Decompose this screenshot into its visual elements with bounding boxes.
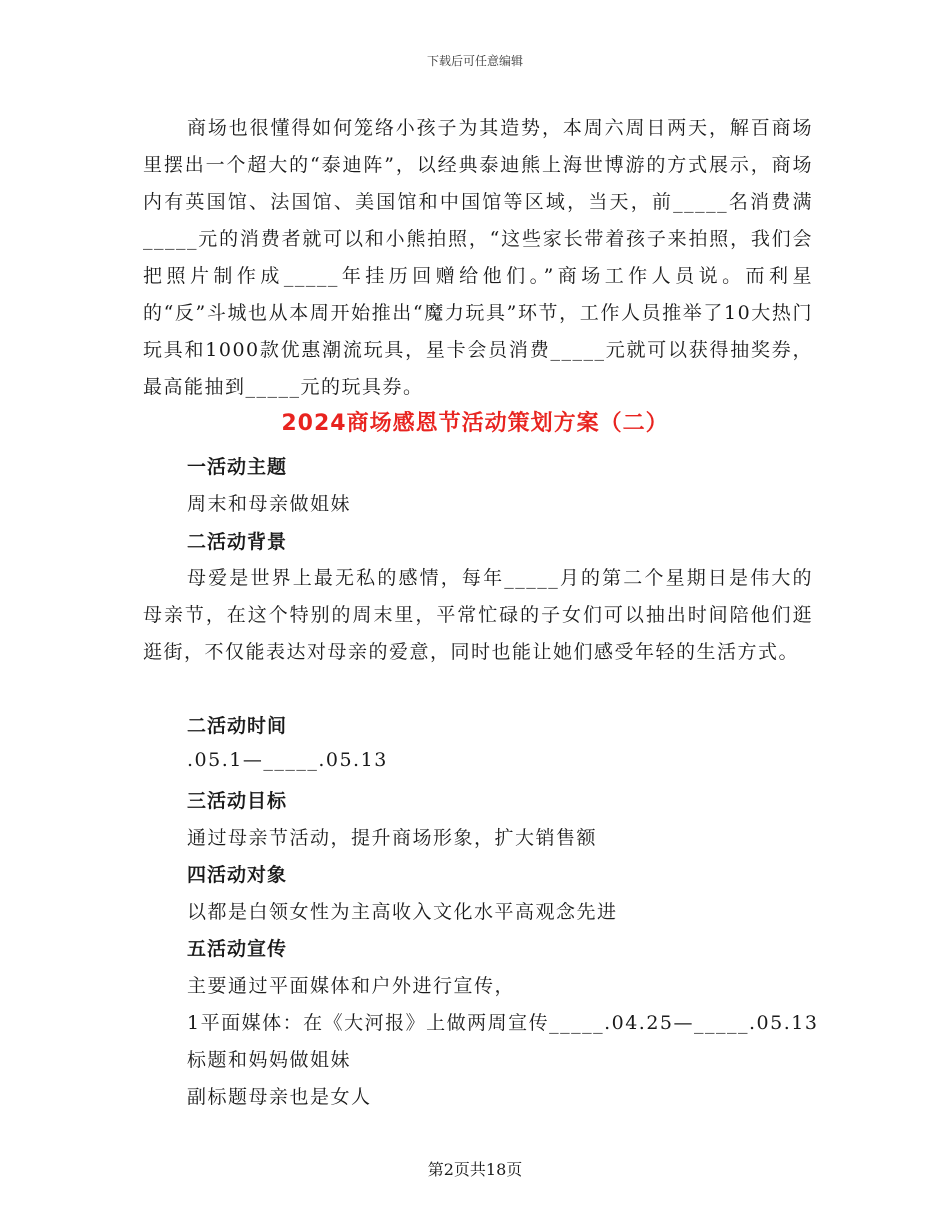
time-text: .05.1—_____.05.13 <box>187 749 388 771</box>
background-heading: 二活动背景 <box>187 531 288 553</box>
theme-text: 周末和母亲做姐妹 <box>187 493 352 515</box>
section-title: 2024商场感恩节活动策划方案（二） <box>281 411 669 436</box>
goal-text: 通过母亲节活动，提升商场形象，扩大销售额 <box>187 827 598 849</box>
target-heading: 四活动对象 <box>187 864 288 886</box>
target-text: 以都是白领女性为主高收入文化水平高观念先进 <box>187 901 618 923</box>
promo-text-2: 1平面媒体：在《大河报》上做两周宣传_____.04.25—_____.05.13 <box>187 1012 819 1034</box>
goal-heading: 三活动目标 <box>187 790 288 812</box>
promo-heading: 五活动宣传 <box>187 938 288 960</box>
promo-text-1: 主要通过平面媒体和户外进行宣传， <box>187 975 516 997</box>
theme-heading: 一活动主题 <box>187 456 288 478</box>
header-note: 下载后可任意编辑 <box>426 54 523 68</box>
background-paragraph: 母爱是世界上最无私的感情，每年_____月的第二个星期日是伟大的母亲节，在这个特别的周末里，平常忙碌的子女们可以抽出时间陪他们逛逛街，不仅能表达对母亲的爱意，同时也能让她们感受年轻的生活方式。 <box>143 567 813 663</box>
promo-text-4: 副标题母亲也是女人 <box>187 1086 372 1108</box>
page-footer: 第2页共18页 <box>427 1160 523 1179</box>
time-heading: 二活动时间 <box>187 715 288 737</box>
intro-paragraph: 商场也很懂得如何笼络小孩子为其造势，本周六周日两天，解百商场里摆出一个超大的“泰迪阵”，以经典泰迪熊上海世博游的方式展示，商场内有英国馆、法国馆、美国馆和中国馆等区域，当天，前_____名消费满_____元的消费者就可以和小熊拍照，“这些家长带着孩子来拍照，我们会把照片制作成_____年挂历回赠给他们。”商场工作人员说。而利星的“反”斗城也从本周开始推出“魔力玩具”环节，工作人员推举了10大热门玩具和1000款优惠潮流玩具，星卡会员消费_____元就可以获得抽奖券，最高能抽到_____元的玩具券。 <box>143 117 813 398</box>
promo-text-3: 标题和妈妈做姐妹 <box>187 1049 352 1071</box>
